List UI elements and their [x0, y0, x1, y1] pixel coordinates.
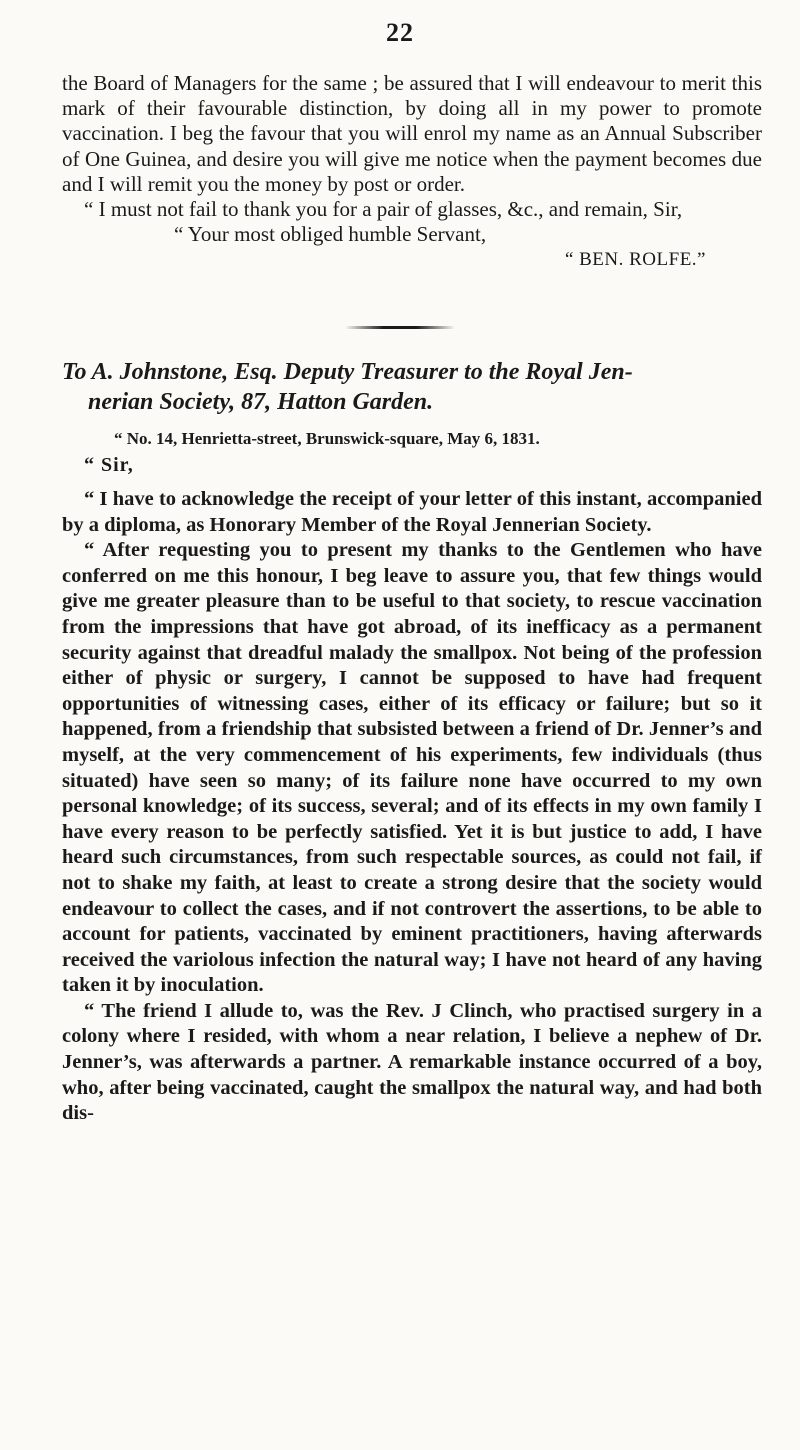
letter-heading: [62, 357, 762, 417]
letter-body: [62, 487, 762, 1127]
letter-salutation: “ Sir,: [84, 454, 134, 476]
paragraph: “ The friend I allude to, was the Rev. J Clinch, who practised surgery in a colony where I resided, with whom a near relation, I believe a nephew of Dr. Jenner’s, was afterwards a partner. A remarkable instance occurred of a boy, who, after being vaccinated, caught the smallpox the natural way, and had both dis-: [62, 999, 762, 1125]
paragraph: the Board of Managers for the same ; be assured that I will endeavour to merit this mark of their favourable distinction, by doing all in my power to promote vaccination. I beg the favour that you will enrol my name as an Annual Subscriber of One Guinea, and desire you will give me notice when the payment becomes due and I will remit you the money by post or order.: [62, 71, 762, 196]
paragraph: “ I must not fail to thank you for a pair of glasses, &c., and remain, Sir,: [84, 197, 683, 222]
letter-continuation: [62, 71, 762, 273]
heading-line: nerian Society, 87, Hatton Garden.: [88, 389, 434, 415]
paragraph: “ After requesting you to present my thanks to the Gentlemen who have conferred on me this honour, I beg leave to assure you, that few things would give me greater pleasure than to be useful to that society, to rescue vaccination from the impressions that have got abroad, of its inefficacy as a permanent security against that dreadful malady the smallpox. Not being of the profession either of physic or surgery, I cannot be supposed to have had frequent opportunities of witnessing cases, either of its efficacy or failure; but so it happened, from a friendship that subsisted between a friend of Dr. Jenner’s and myself, at the very commencement of his experiments, few individuals (thus situated) have seen so many; of its failure none have occurred to my own personal knowledge; of its success, several; and of its effects in my own family I have every reason to be perfectly satisfied. Yet it is but justice to add, I have heard such circumstances, from such respectable sources, as could not fail, if not to shake my faith, at least to create a strong desire that the society would endeavour to collect the cases, and if not controvert the assertions, to be able to account for patients, vaccinated by eminent practitioners, having afterwards received the variolous infection the natural way; I have not heard of any having taken it by inoculation.: [62, 539, 762, 997]
letter-signature: “ BEN. ROLFE.”: [564, 249, 706, 271]
paragraph: “ I have to acknowledge the receipt of your letter of this instant, accompanied by a diploma, as Honorary Member of the Royal Jennerian Society.: [62, 488, 762, 536]
page-number: 22: [386, 18, 414, 47]
letter-address: “ No. 14, Henrietta-street, Brunswick-square, May 6, 1831.: [114, 429, 540, 448]
heading-line: To A. Johnstone, Esq. Deputy Treasurer to the Royal Jen-: [62, 359, 633, 385]
letter-closing: “ Your most obliged humble Servant,: [174, 222, 487, 247]
section-divider: [345, 326, 455, 329]
